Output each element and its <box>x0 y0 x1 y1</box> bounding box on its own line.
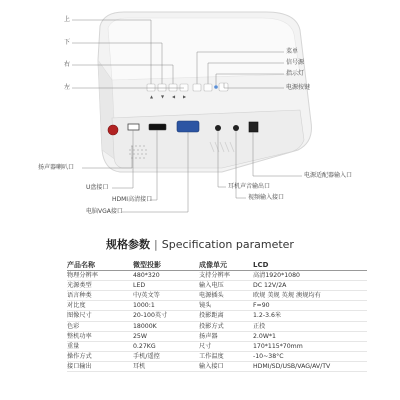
callout-right-label: 右 <box>64 61 71 68</box>
table-cell: 图像尺寸 <box>67 311 133 321</box>
table-cell: 工作温度 <box>199 351 253 361</box>
table-cell: 镜头 <box>199 301 253 311</box>
table-cell: 尺寸 <box>199 341 253 351</box>
table-cell: 欧规 美规 英规 澳规均有 <box>253 291 367 301</box>
table-row <box>67 321 367 331</box>
table-cell: 重量 <box>67 341 133 351</box>
table-cell: 手机/遥控 <box>133 351 199 361</box>
button-down[interactable] <box>158 84 166 91</box>
earphone-port <box>233 125 239 131</box>
table-cell: 1.2-3.6米 <box>253 311 367 321</box>
callout-earphone: 耳机声音输出口 <box>228 183 271 190</box>
table-row <box>67 301 367 311</box>
callout-signal-source: 信号源 <box>286 59 305 66</box>
table-row <box>67 271 367 281</box>
vga-port <box>177 121 199 132</box>
table-cell: 高清1920*1080 <box>253 271 367 281</box>
table-cell: 接口输出 <box>67 361 133 371</box>
table-cell: 色彩 <box>67 321 133 331</box>
callout-vga: 电脑VGA接口 <box>86 208 123 215</box>
projector-top-face <box>108 18 300 80</box>
callout-dc-input: 电源适配器输入口 <box>304 172 353 179</box>
av-port <box>215 125 221 131</box>
callout-indicator: 指示灯 <box>286 70 305 77</box>
callout-speaker: 扬声器喇叭口 <box>38 164 75 171</box>
callout-left-label: 左 <box>64 84 71 91</box>
table-cell: 电源插头 <box>199 291 253 301</box>
svg-text:▲: ▲ <box>150 94 154 99</box>
callout-down: 下 <box>64 39 71 46</box>
table-cell: 投影方式 <box>199 321 253 331</box>
power-switch[interactable] <box>108 125 118 135</box>
callout-up: 上 <box>64 16 71 23</box>
spec-header-cell: 成像单元 <box>199 261 253 271</box>
table-row <box>67 341 367 351</box>
table-cell: 0.27KG <box>133 341 199 351</box>
table-cell: 18000K <box>133 321 199 331</box>
projector-back-panel <box>112 110 304 168</box>
table-cell: 25W <box>133 331 199 341</box>
callout-hdmi: HDMI高清接口 <box>112 196 153 203</box>
table-cell: 投影距离 <box>199 311 253 321</box>
table-cell: 整机功率 <box>67 331 133 341</box>
button-source[interactable] <box>204 84 212 91</box>
spec-title-separator: | <box>154 238 158 251</box>
spec-header-cell: 产品名称 <box>67 261 133 271</box>
table-cell: 扬声器 <box>199 331 253 341</box>
spec-header <box>0 236 400 254</box>
table-row <box>67 311 367 321</box>
table-row <box>67 331 367 341</box>
callout-menu: 菜单 <box>286 48 299 55</box>
table-cell: 语言种类 <box>67 291 133 301</box>
spec-table <box>67 261 367 372</box>
spec-title-zh: 规格参数 <box>106 238 151 251</box>
callout-av-input: 视频输入接口 <box>248 194 285 201</box>
button-left[interactable] <box>180 84 188 91</box>
button-power[interactable] <box>219 83 228 91</box>
usb-port <box>128 124 139 130</box>
table-cell: 20-100英寸 <box>133 311 199 321</box>
table-cell: -10~38°C <box>253 351 367 361</box>
table-cell: DC 12V/2A <box>253 281 367 291</box>
table-cell: 正投 <box>253 321 367 331</box>
table-cell: 耳机 <box>133 361 199 371</box>
table-cell: 光源类型 <box>67 281 133 291</box>
table-row <box>67 281 367 291</box>
svg-text:◀: ◀ <box>172 94 176 99</box>
indicator-light <box>214 85 218 89</box>
table-row <box>67 351 367 361</box>
table-cell: 中/英文等 <box>133 291 199 301</box>
table-cell: HDMI/SD/USB/VAG/AV/TV <box>253 361 367 371</box>
svg-text:▶: ▶ <box>183 94 187 99</box>
spec-title-en: Specification parameter <box>161 238 294 251</box>
table-cell: 输入接口 <box>199 361 253 371</box>
table-cell: 操作方式 <box>67 351 133 361</box>
table-cell: 对比度 <box>67 301 133 311</box>
table-cell: 170*115*70mm <box>253 341 367 351</box>
spec-header-cell: 微型投影 <box>133 261 199 271</box>
button-right[interactable] <box>169 84 177 91</box>
table-cell: F=90 <box>253 301 367 311</box>
table-cell: 480*320 <box>133 271 199 281</box>
table-cell: LED <box>133 281 199 291</box>
table-row <box>67 361 367 371</box>
table-cell: 输入电压 <box>199 281 253 291</box>
table-row <box>67 291 367 301</box>
spec-table-header-row <box>67 261 367 271</box>
button-up[interactable] <box>147 84 155 91</box>
hdmi-port <box>149 124 166 130</box>
table-cell: 物理分辨率 <box>67 271 133 281</box>
spec-header-cell: LCD <box>253 261 367 271</box>
callout-power-button: 电源按键 <box>286 84 311 91</box>
table-cell: 支持分辨率 <box>199 271 253 281</box>
table-cell: 1000:1 <box>133 301 199 311</box>
callout-usb: U盘接口 <box>86 184 109 191</box>
svg-text:▼: ▼ <box>161 94 165 99</box>
dc-port <box>249 122 258 132</box>
table-cell: 2.0W*1 <box>253 331 367 341</box>
button-menu[interactable] <box>193 84 201 91</box>
